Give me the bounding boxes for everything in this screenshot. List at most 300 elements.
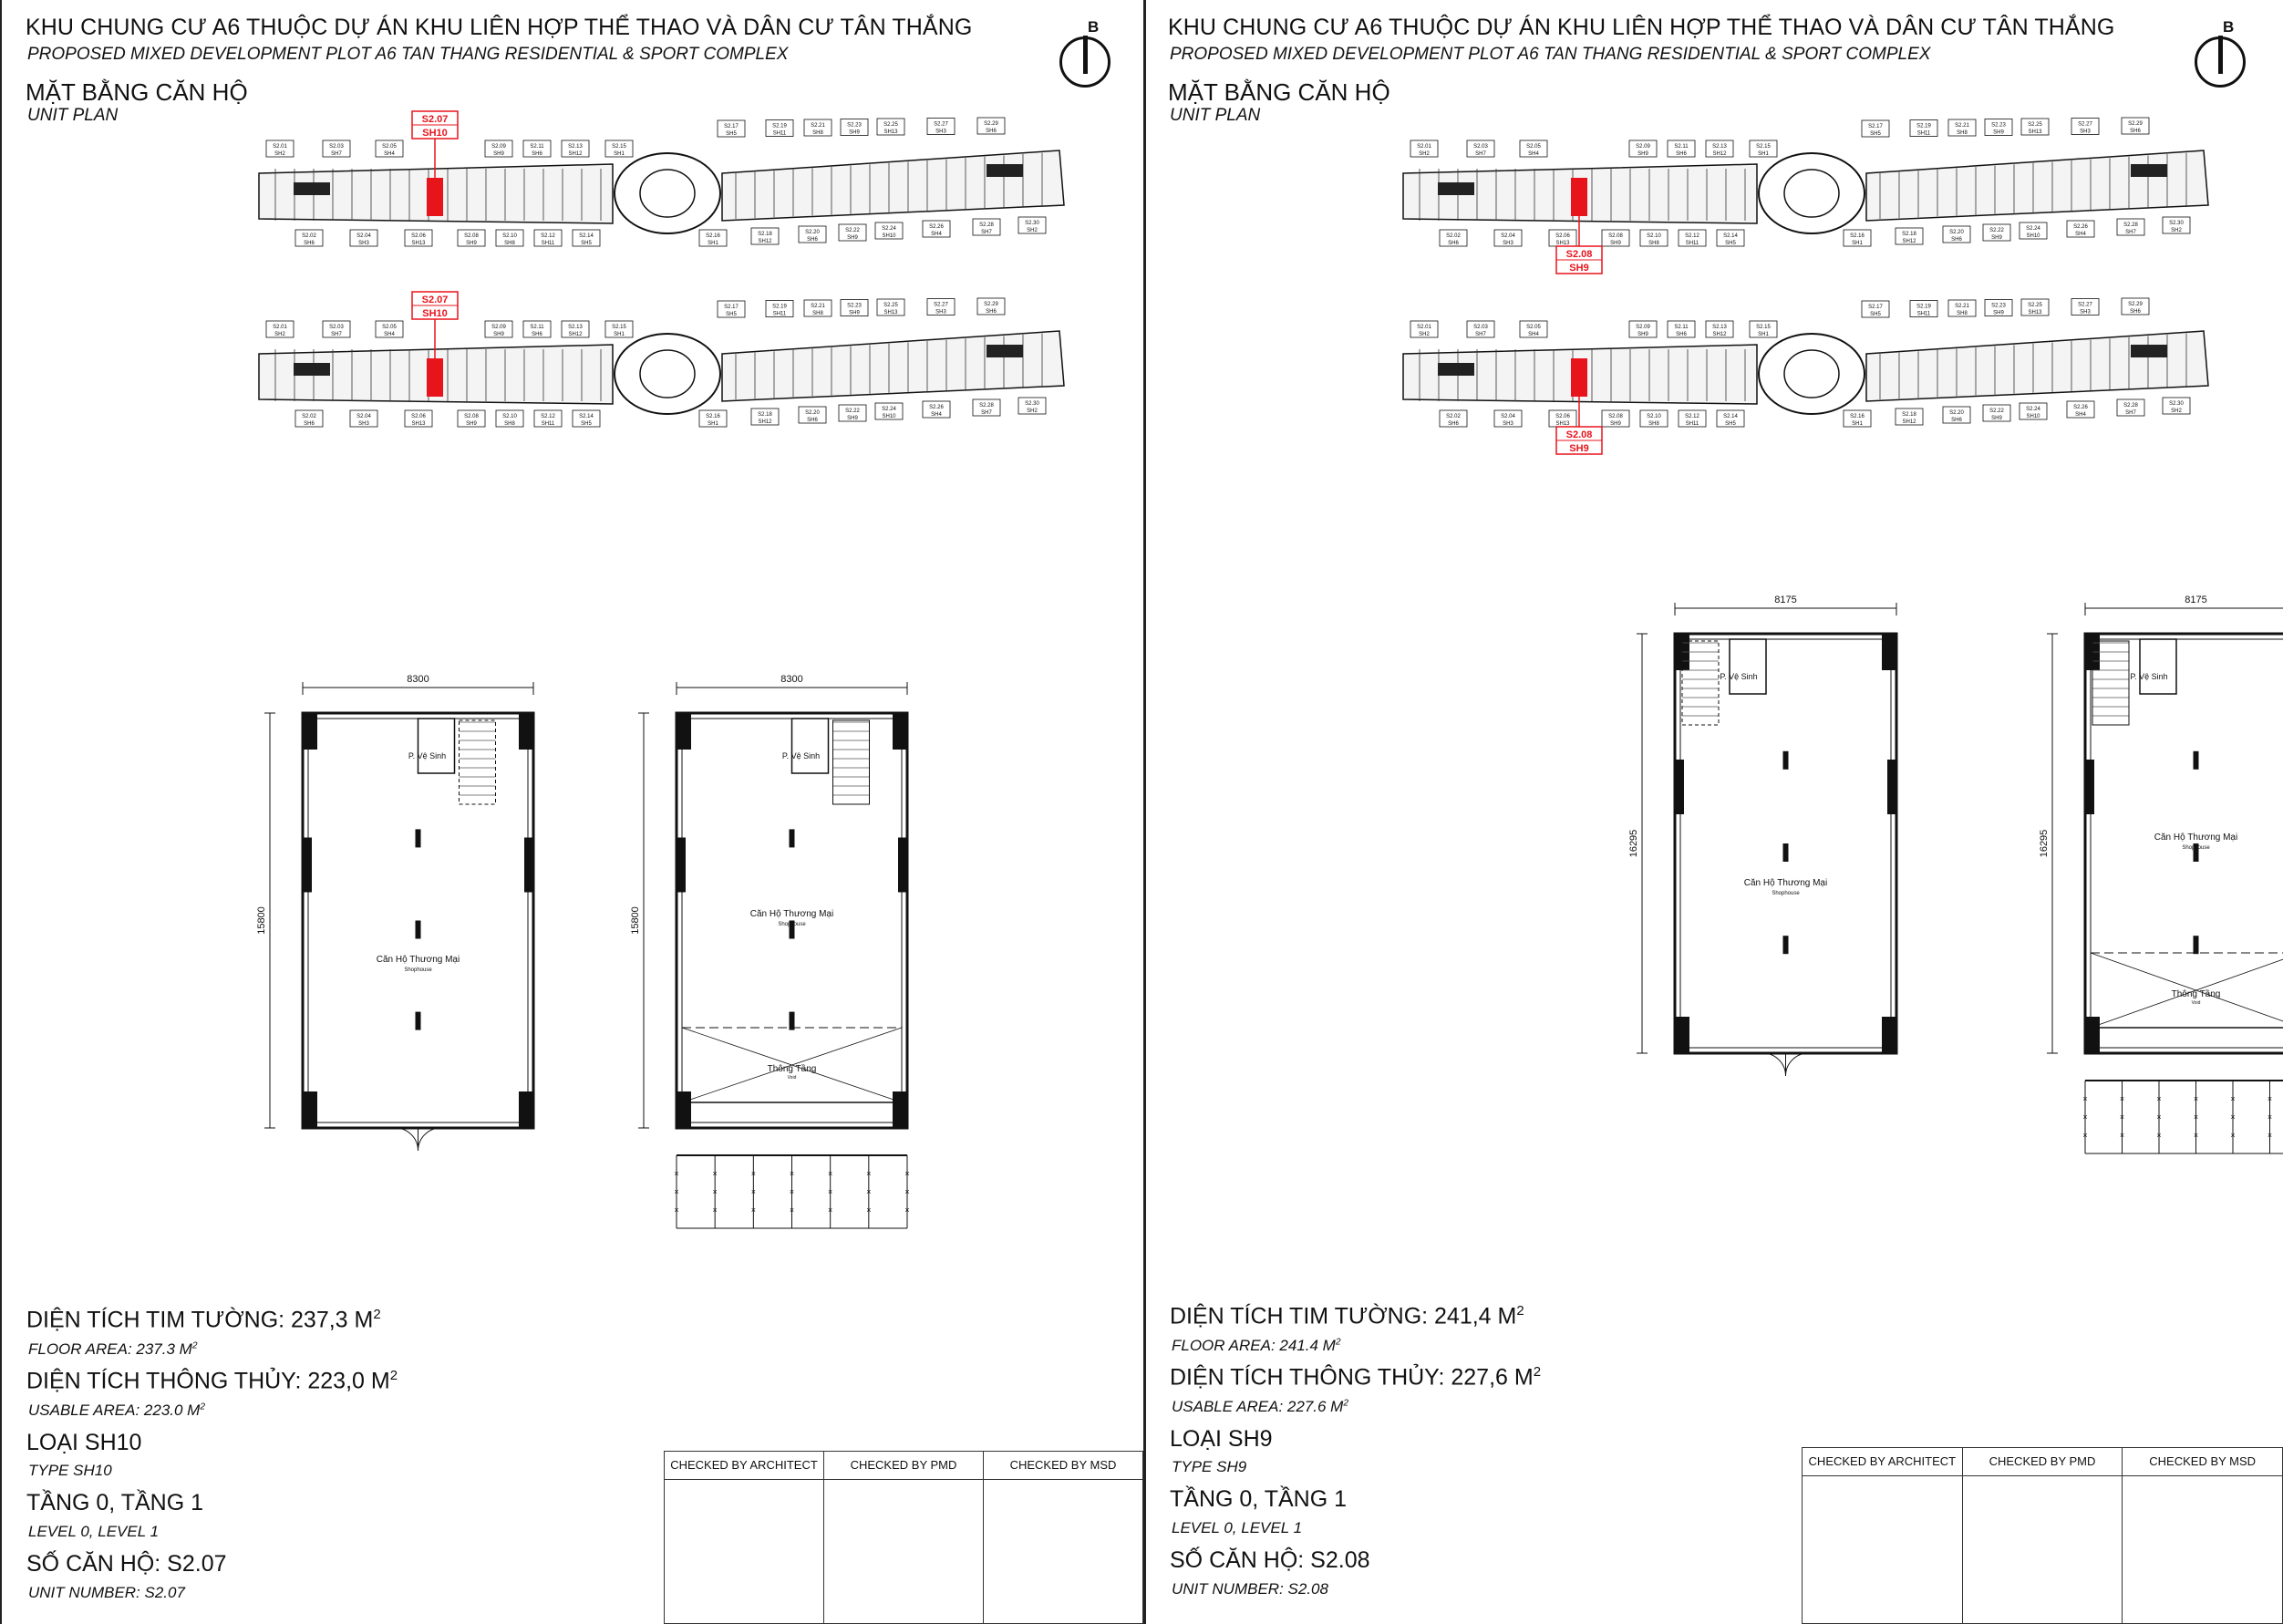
unit-tag bbox=[1983, 224, 2010, 241]
unit-tag bbox=[1668, 321, 1695, 337]
unit-tag-code: S2.30 bbox=[1025, 401, 1039, 407]
building-wing-right bbox=[722, 331, 1064, 401]
structural-mark bbox=[416, 829, 421, 847]
unit-tag-code: S2.20 bbox=[805, 230, 820, 235]
unit-tag-code: S2.05 bbox=[382, 144, 397, 150]
project-title-vi: KHU CHUNG CƯ A6 THUỘC DỰ ÁN KHU LIÊN HỢP THỂ THAO VÀ DÂN CƯ TÂN THẮNG bbox=[1168, 15, 2115, 40]
unit-tag-type: SH5 bbox=[1870, 312, 1881, 317]
unit-tag-code: S2.30 bbox=[1025, 221, 1039, 226]
unit-tag-code: S2.26 bbox=[929, 224, 944, 230]
unit-tag-type: SH6 bbox=[986, 309, 997, 315]
unit-tag-type: SH5 bbox=[1725, 421, 1736, 427]
unit-tag-type: SH10 bbox=[2026, 233, 2040, 239]
unit-tag bbox=[2117, 399, 2144, 416]
unit-tag-type: SH9 bbox=[493, 332, 504, 337]
room-label-en: Shophouse bbox=[2182, 845, 2210, 851]
section-title-vi: MẶT BẰNG CĂN HỘ bbox=[1168, 78, 1390, 106]
unit-tag-code: S2.16 bbox=[1850, 233, 1865, 239]
keyplan-floor-1 bbox=[1403, 298, 2208, 454]
unit-tag-type: SH1 bbox=[1852, 421, 1863, 427]
unit-tag bbox=[799, 407, 826, 423]
unit-tag bbox=[1549, 410, 1576, 427]
railing-mark: × bbox=[750, 1205, 756, 1215]
unit-tag bbox=[485, 140, 512, 157]
unit-tag-code: S2.06 bbox=[1555, 414, 1570, 419]
unit-tag-code: S2.09 bbox=[491, 325, 506, 330]
unit-tag-type: SH7 bbox=[2125, 410, 2136, 416]
north-label: B bbox=[2223, 18, 2235, 36]
unit-tag-code: S2.27 bbox=[934, 302, 948, 308]
railing-mark: × bbox=[904, 1187, 910, 1196]
railing-mark: × bbox=[866, 1187, 872, 1196]
unit-tag-type: SH1 bbox=[1758, 151, 1769, 157]
void-label-en: Void bbox=[2191, 1000, 2201, 1006]
unit-tag-type: SH2 bbox=[1419, 332, 1430, 337]
unit-tag bbox=[751, 228, 779, 244]
unit-tag bbox=[1750, 140, 1777, 157]
usable-area-en: USABLE AREA: 227.6 $M^2$ bbox=[1172, 1398, 1349, 1415]
unit-tag-type: SH2 bbox=[1027, 409, 1038, 414]
railing-mark: × bbox=[866, 1205, 872, 1215]
unit-tag-code: S2.23 bbox=[1991, 122, 2006, 129]
unit-tag-code: S2.29 bbox=[984, 121, 998, 127]
unit-tag-code: S2.20 bbox=[1949, 410, 1964, 416]
unit-tag-type: SH13 bbox=[1555, 241, 1570, 246]
unit-tag-code: S2.19 bbox=[772, 304, 787, 310]
railing-mark: × bbox=[674, 1169, 679, 1178]
unit-tag bbox=[1640, 230, 1668, 246]
fixture bbox=[294, 182, 330, 195]
dimension-height-label: 16295 bbox=[2039, 829, 2050, 858]
unit-tag-type: SH7 bbox=[331, 332, 342, 337]
unit-tag-type: SH4 bbox=[1528, 151, 1539, 157]
railing-mark: × bbox=[2267, 1112, 2273, 1122]
unit-tag-code: S2.05 bbox=[1526, 325, 1541, 330]
unit-tag-code: S2.12 bbox=[1685, 414, 1699, 419]
unit-tag bbox=[2021, 299, 2049, 315]
unit-tag bbox=[1948, 300, 1976, 316]
unit-tag-type: SH6 bbox=[1448, 421, 1459, 427]
unit-tag bbox=[1910, 120, 1937, 137]
unit-tag-type: SH9 bbox=[849, 129, 860, 136]
unit-tag bbox=[1440, 410, 1467, 427]
unit-tag bbox=[1668, 140, 1695, 157]
unit-tag-code: S2.26 bbox=[2073, 405, 2088, 410]
wc-room bbox=[792, 719, 829, 773]
unit-tag bbox=[496, 410, 523, 427]
unit-tag-type: SH12 bbox=[758, 239, 772, 244]
unit-tag-type: SH7 bbox=[1475, 332, 1486, 337]
unit-tag-type: SH5 bbox=[1725, 241, 1736, 246]
unit-tag-type: SH6 bbox=[1676, 332, 1687, 337]
unit-tag-type: SH6 bbox=[2130, 309, 2141, 315]
railing-mark: × bbox=[866, 1169, 872, 1178]
unit-tag-type: SH10 bbox=[882, 233, 896, 239]
usable-area-vi: DIỆN TÍCH THÔNG THỦY: 223,0 $M^2$ bbox=[26, 1368, 398, 1394]
unit-tag-type: SH11 bbox=[1685, 241, 1699, 246]
unit-tag bbox=[718, 120, 745, 137]
unit-tag-type: SH11 bbox=[541, 421, 555, 427]
fixture bbox=[294, 363, 330, 376]
unit-tag-type: SH3 bbox=[1503, 241, 1513, 246]
unit-tag bbox=[1943, 407, 1970, 423]
railing-mark: × bbox=[712, 1187, 718, 1196]
unit-tag bbox=[2122, 118, 2149, 134]
usable-area-en: USABLE AREA: 223.0 $M^2$ bbox=[28, 1402, 206, 1419]
dimension-height-label: 16295 bbox=[1628, 829, 1639, 858]
unit-tag-type: SH4 bbox=[931, 232, 942, 237]
unit-tag bbox=[376, 140, 403, 157]
unit-tag-code: S2.14 bbox=[579, 233, 594, 239]
unit-tag-type: SH12 bbox=[1712, 332, 1727, 337]
unit-tag-type: SH8 bbox=[1648, 421, 1659, 427]
unit-tag bbox=[1943, 226, 1970, 243]
unit-tag-type: SH4 bbox=[2075, 232, 2086, 237]
unit-tag-type: SH2 bbox=[2171, 228, 2182, 233]
rotunda-core bbox=[640, 350, 695, 398]
north-arrow-icon bbox=[1059, 36, 1111, 88]
unit-tag-type: SH11 bbox=[1916, 311, 1931, 317]
unit-tag-code: S2.14 bbox=[579, 414, 594, 419]
unit-tag-code: S2.01 bbox=[273, 144, 287, 150]
unit-tag-type: SH9 bbox=[1610, 421, 1621, 427]
railing-mark: × bbox=[750, 1169, 756, 1178]
unit-tag bbox=[718, 301, 745, 317]
unit-tag bbox=[766, 301, 793, 317]
railing-mark: × bbox=[2119, 1112, 2125, 1122]
unit-tag-type: SH5 bbox=[581, 421, 592, 427]
north-arrow-icon bbox=[2195, 36, 2246, 88]
unit-tag-type: SH11 bbox=[1685, 421, 1699, 427]
unit-tag-type: SH2 bbox=[2171, 409, 2182, 414]
unit-tag-code: S2.05 bbox=[1526, 144, 1541, 150]
unit-number-vi: SỐ CĂN HỘ: S2.07 bbox=[26, 1551, 227, 1577]
column bbox=[303, 1091, 317, 1128]
unit-tag-code: S2.06 bbox=[411, 414, 426, 419]
unit-tag bbox=[1948, 119, 1976, 136]
unit-tag bbox=[1494, 230, 1522, 246]
unit-tag-code: S2.28 bbox=[2123, 222, 2138, 228]
unit-tag bbox=[350, 410, 377, 427]
unit-tag-code: S2.15 bbox=[1756, 144, 1771, 150]
unit-tag bbox=[573, 410, 600, 427]
unit-tag-type: SH9 bbox=[847, 235, 858, 241]
unit-tag bbox=[458, 410, 485, 427]
levels-en: LEVEL 0, LEVEL 1 bbox=[28, 1523, 160, 1540]
unit-tag bbox=[1862, 301, 1889, 317]
unit-tag bbox=[523, 140, 551, 157]
unit-tag-type: SH11 bbox=[772, 130, 787, 137]
railing-mark: × bbox=[904, 1169, 910, 1178]
unit-tag-type: SH2 bbox=[1027, 228, 1038, 233]
unit-tag bbox=[1018, 398, 1046, 414]
door-swing bbox=[1763, 1053, 1786, 1076]
unit-tag bbox=[1985, 119, 2012, 136]
unit-tag bbox=[927, 119, 955, 135]
unit-tag bbox=[2163, 217, 2190, 233]
structural-mark bbox=[2194, 936, 2199, 954]
unit-tag bbox=[839, 405, 866, 421]
unit-tag-type: SH12 bbox=[1902, 419, 1916, 425]
north-label: B bbox=[1088, 18, 1100, 36]
unit-tag bbox=[1520, 321, 1547, 337]
unit-tag bbox=[1440, 230, 1467, 246]
wc-label: P. Vệ Sinh bbox=[1720, 672, 1758, 681]
unit-tag-type: SH6 bbox=[1951, 418, 1962, 423]
approval-table bbox=[664, 1451, 1143, 1624]
highlighted-unit bbox=[1571, 178, 1587, 216]
unit-tag-code: S2.13 bbox=[1712, 325, 1727, 330]
unit-tag-type: SH1 bbox=[708, 241, 718, 246]
levels-vi: TẦNG 0, TẦNG 1 bbox=[1170, 1486, 1348, 1512]
unit-tag-type: SH5 bbox=[1870, 131, 1881, 137]
dimension-height-label: 15800 bbox=[256, 906, 267, 935]
railing-mark: × bbox=[674, 1187, 679, 1196]
unit-tag-code: S2.18 bbox=[758, 412, 772, 418]
unit-tag bbox=[699, 410, 727, 427]
unit-tag-type: SH3 bbox=[358, 241, 369, 246]
structural-mark bbox=[2194, 751, 2199, 770]
unit-tag-type: SH12 bbox=[1712, 151, 1727, 157]
unit-tag bbox=[405, 410, 432, 427]
unit-tag bbox=[977, 118, 1005, 134]
unit-tag-code: S2.28 bbox=[2123, 403, 2138, 409]
unit-tag-code: S2.03 bbox=[1473, 144, 1488, 150]
unit-tag bbox=[1896, 228, 1923, 244]
unit-tag-code: S2.24 bbox=[2026, 407, 2040, 412]
railing-elevation bbox=[2082, 1081, 2283, 1153]
unit-tag bbox=[405, 230, 432, 246]
check-pmd: CHECKED BY PMD bbox=[1963, 1448, 2123, 1475]
unit-tag-type: SH13 bbox=[411, 241, 426, 246]
unit-tag-type: SH5 bbox=[726, 131, 737, 137]
unit-tag-code: S2.25 bbox=[883, 122, 898, 128]
unit-tag bbox=[1717, 410, 1744, 427]
unit-tag-code: S2.03 bbox=[1473, 325, 1488, 330]
railing-mark: × bbox=[2156, 1112, 2162, 1122]
stair-outline bbox=[833, 720, 870, 804]
unit-tag-code: S2.17 bbox=[724, 124, 739, 129]
wall-segment bbox=[2085, 760, 2094, 814]
unit-tag-code: S2.30 bbox=[2169, 401, 2184, 407]
unit-tag-code: S2.02 bbox=[1446, 233, 1461, 239]
building-wing-right bbox=[1866, 331, 2208, 401]
unit-tag-code: S2.10 bbox=[502, 233, 517, 239]
unit-tag-code: S2.09 bbox=[491, 144, 506, 150]
unit-tag bbox=[2020, 403, 2047, 419]
wc-label: P. Vệ Sinh bbox=[408, 751, 447, 760]
highlight-callout-code: S2.07 bbox=[421, 295, 449, 305]
column bbox=[2085, 1017, 2100, 1053]
unit-tag-type: SH10 bbox=[2026, 414, 2040, 419]
unit-number-en: UNIT NUMBER: S2.08 bbox=[1172, 1580, 1328, 1598]
unit-tag-type: SH1 bbox=[1758, 332, 1769, 337]
railing-mark: × bbox=[2193, 1131, 2199, 1140]
unit-tag bbox=[1018, 217, 1046, 233]
unit-tag bbox=[973, 399, 1000, 416]
unit-tag-type: SH4 bbox=[384, 332, 395, 337]
entrance-door-icon bbox=[396, 1128, 441, 1151]
unit-tag bbox=[523, 321, 551, 337]
unit-tag bbox=[562, 321, 589, 337]
unit-tag bbox=[877, 299, 904, 315]
unit-type-en: TYPE SH9 bbox=[1172, 1458, 1247, 1475]
unit-tag-code: S2.06 bbox=[1555, 233, 1570, 239]
unit-tag bbox=[376, 321, 403, 337]
dimension-height-label: 15800 bbox=[630, 906, 641, 935]
rotunda-core bbox=[1784, 350, 1839, 398]
unit-tag-code: S2.08 bbox=[1608, 414, 1623, 419]
unit-tag bbox=[841, 300, 868, 316]
railing-mark: × bbox=[904, 1205, 910, 1215]
unit-tag-type: SH8 bbox=[1957, 130, 1968, 136]
structural-mark bbox=[416, 921, 421, 939]
railing-mark: × bbox=[2082, 1094, 2088, 1103]
unit-tag-code: S2.12 bbox=[1685, 233, 1699, 239]
unit-tag bbox=[1494, 410, 1522, 427]
section-title-en: UNIT PLAN bbox=[1170, 106, 1261, 125]
unit-tag-code: S2.13 bbox=[568, 144, 583, 150]
unit-tag bbox=[485, 321, 512, 337]
unit-tag-code: S2.11 bbox=[530, 144, 544, 150]
unit-tag-type: SH12 bbox=[568, 151, 583, 157]
wall-segment bbox=[898, 838, 907, 893]
unit-tag-code: S2.03 bbox=[329, 325, 344, 330]
unit-tag-code: S2.21 bbox=[811, 304, 825, 309]
plan-level-1 bbox=[630, 674, 910, 1228]
railing-mark: × bbox=[2267, 1094, 2273, 1103]
unit-tag bbox=[766, 120, 793, 137]
highlight-callout-type: SH10 bbox=[422, 308, 448, 319]
column bbox=[1675, 1017, 1689, 1053]
room-label: Căn Hộ Thương Mại bbox=[1743, 878, 1828, 888]
building-wing-right bbox=[1866, 150, 2208, 221]
unit-tag-code: S2.04 bbox=[356, 414, 371, 419]
unit-tag-code: S2.22 bbox=[845, 228, 860, 233]
wc-room bbox=[1730, 639, 1766, 694]
dimension-width-label: 8300 bbox=[407, 674, 429, 685]
unit-tag-type: SH12 bbox=[568, 332, 583, 337]
unit-tag bbox=[323, 321, 350, 337]
unit-tag bbox=[699, 230, 727, 246]
void-label: Thông Tầng bbox=[767, 1064, 817, 1074]
unit-tag bbox=[923, 401, 950, 418]
unit-tag-code: S2.02 bbox=[302, 414, 316, 419]
plan-level-0 bbox=[1628, 595, 1896, 1076]
unit-tag-code: S2.22 bbox=[845, 409, 860, 414]
unit-tag-type: SH11 bbox=[772, 311, 787, 317]
highlight-callout-code: S2.08 bbox=[1565, 249, 1593, 260]
room-label: Căn Hộ Thương Mại bbox=[376, 955, 460, 965]
unit-tag bbox=[1983, 405, 2010, 421]
unit-tag-code: S2.27 bbox=[2078, 302, 2092, 308]
unit-number-en: UNIT NUMBER: S2.07 bbox=[28, 1584, 185, 1601]
unit-tag-type: SH13 bbox=[883, 310, 898, 315]
unit-tag-type: SH9 bbox=[493, 151, 504, 157]
unit-tag-type: SH3 bbox=[2080, 309, 2091, 315]
unit-tag-code: S2.12 bbox=[541, 414, 555, 419]
unit-tag-type: SH7 bbox=[2125, 230, 2136, 235]
unit-tag-code: S2.19 bbox=[1916, 123, 1931, 129]
highlight-callout-type: SH10 bbox=[422, 128, 448, 139]
unit-tag-type: SH9 bbox=[849, 310, 860, 316]
unit-tag-code: S2.23 bbox=[1991, 303, 2006, 309]
stair-icon bbox=[460, 720, 496, 804]
unit-tag-code: S2.26 bbox=[929, 405, 944, 410]
unit-tag-code: S2.13 bbox=[1712, 144, 1727, 150]
unit-tag-type: SH5 bbox=[726, 312, 737, 317]
unit-tag-type: SH9 bbox=[1993, 129, 2004, 136]
unit-tag-code: S2.10 bbox=[1647, 414, 1661, 419]
section-title-en: UNIT PLAN bbox=[27, 106, 119, 125]
unit-tag bbox=[1549, 230, 1576, 246]
unit-tag-code: S2.01 bbox=[1417, 325, 1431, 330]
door-swing bbox=[396, 1128, 418, 1151]
unit-tag bbox=[2020, 222, 2047, 239]
unit-tag-code: S2.10 bbox=[502, 414, 517, 419]
highlight-callout-code: S2.07 bbox=[421, 114, 449, 125]
railing-mark: × bbox=[2267, 1131, 2273, 1140]
dimension-width-label: 8175 bbox=[2185, 595, 2207, 605]
railing-mark: × bbox=[2193, 1112, 2199, 1122]
railing-mark: × bbox=[2156, 1131, 2162, 1140]
unit-tag-type: SH7 bbox=[331, 151, 342, 157]
check-architect: CHECKED BY ARCHITECT bbox=[1803, 1448, 1963, 1475]
unit-tag bbox=[1602, 410, 1629, 427]
unit-tag bbox=[458, 230, 485, 246]
unit-tag-code: S2.09 bbox=[1636, 325, 1650, 330]
fixture bbox=[987, 164, 1023, 177]
column bbox=[893, 1091, 907, 1128]
unit-tag-code: S2.16 bbox=[706, 233, 720, 239]
unit-tag bbox=[1640, 410, 1668, 427]
unit-tag bbox=[496, 230, 523, 246]
check-pmd: CHECKED BY PMD bbox=[824, 1452, 984, 1479]
wc-label: P. Vệ Sinh bbox=[2130, 672, 2168, 681]
unit-tag-code: S2.13 bbox=[568, 325, 583, 330]
key-plan bbox=[248, 114, 1078, 483]
unit-tag-type: SH8 bbox=[504, 241, 515, 246]
railing-mark: × bbox=[2193, 1094, 2199, 1103]
unit-tag bbox=[1750, 321, 1777, 337]
unit-tag bbox=[1629, 321, 1657, 337]
unit-tag-code: S2.11 bbox=[1674, 144, 1689, 150]
unit-tag-type: SH4 bbox=[2075, 412, 2086, 418]
unit-tag-type: SH7 bbox=[1475, 151, 1486, 157]
door-swing bbox=[418, 1128, 441, 1151]
wc-room bbox=[418, 719, 455, 773]
column bbox=[677, 713, 691, 750]
unit-tag-type: SH7 bbox=[981, 230, 992, 235]
unit-tag-code: S2.04 bbox=[1501, 414, 1515, 419]
unit-plan-drawing bbox=[1383, 584, 2273, 1176]
unit-tag bbox=[295, 410, 323, 427]
unit-tag bbox=[1985, 300, 2012, 316]
unit-tag-type: SH13 bbox=[2028, 310, 2042, 315]
railing-mark: × bbox=[789, 1187, 795, 1196]
unit-tag-type: SH6 bbox=[1448, 241, 1459, 246]
check-msd: CHECKED BY MSD bbox=[2149, 1454, 2257, 1468]
fixture bbox=[2131, 164, 2167, 177]
column bbox=[1882, 634, 1896, 670]
floor-area-vi: DIỆN TÍCH TIM TƯỜNG: 241,4 $M^2$ bbox=[1170, 1303, 1524, 1329]
unit-tag-type: SH6 bbox=[1951, 237, 1962, 243]
floor-area-en: FLOOR AREA: 237.3 $M^2$ bbox=[28, 1340, 198, 1358]
plan-level-0 bbox=[256, 674, 533, 1151]
unit-tag-type: SH8 bbox=[1648, 241, 1659, 246]
highlight-callout-code: S2.08 bbox=[1565, 429, 1593, 440]
highlighted-unit bbox=[427, 358, 443, 397]
